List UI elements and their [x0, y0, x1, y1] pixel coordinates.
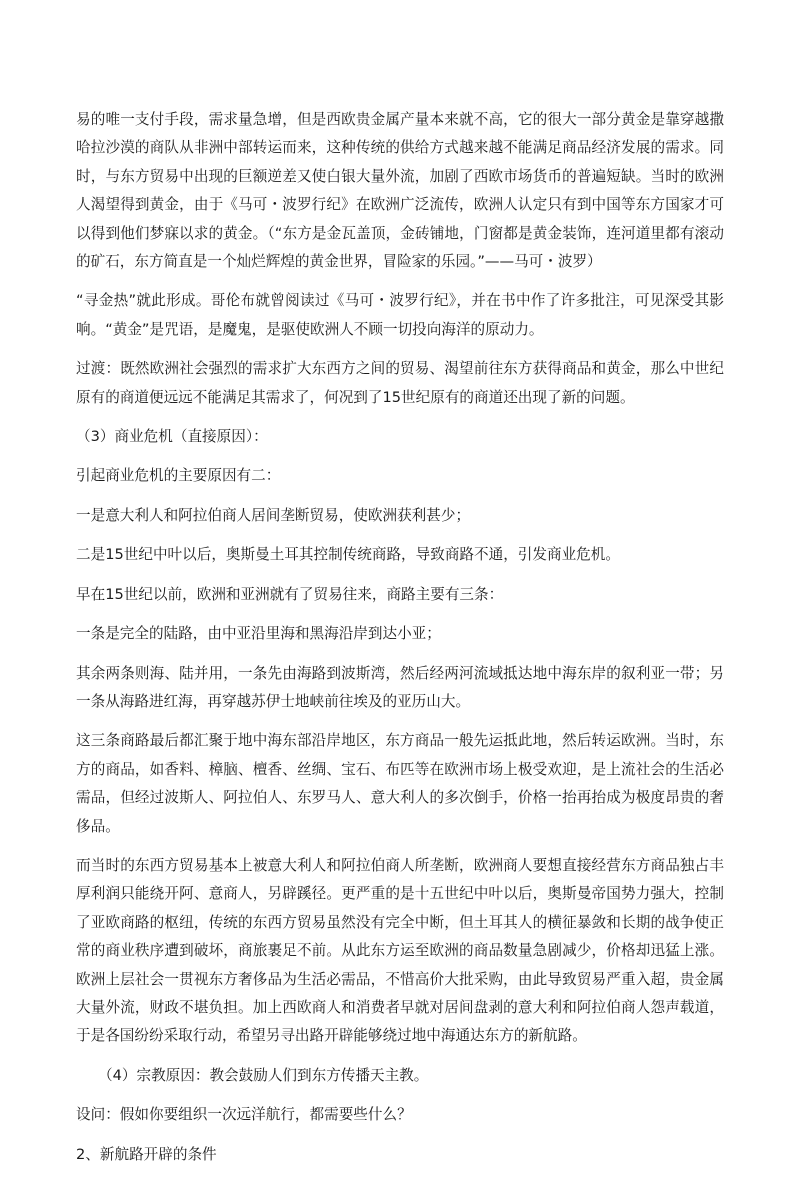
paragraph-trade-routes-intro: 早在15世纪以前，欧洲和亚洲就有了贸易往来，商路主要有三条：: [76, 585, 504, 603]
paragraph-cause-one: 一是意大利人和阿拉伯商人居间垄断贸易，使欧洲获利甚少；: [76, 506, 471, 524]
paragraph-land-route: 一条是完全的陆路，由中亚沿里海和黑海沿岸到达小亚；: [76, 625, 441, 643]
paragraph-gold-demand: 易的唯一支付手段，需求量急增，但是西欧贵金属产量本来就不高，它的很大一部分黄金是靠穿越撒哈拉沙漠的商队从非洲中部转运而来，这种传统的供给方式越来越不能满足商品经济发展的需求。同时，与东方贸易中出现的巨额逆差又使白银大量外流，加剧了西欧市场货币的普遍短缺。当时的欧洲人渴望得到黄金，由于《马可・波罗行纪》在欧洲广泛流传，欧洲人认定只有到中国等东方国家才可以得到他们梦寐以求的黄金。（“东方是金瓦盖顶，金砖铺地，门窗都是黄金装饰，连河道里都有滚动的矿石，东方简直是一个灿烂辉煌的黄金世界，冒险家的乐园。”——马可・波罗）: [76, 111, 724, 271]
section-heading-commercial-crisis: （3）商业危机（直接原因）：: [76, 428, 268, 446]
paragraph-question: 设问：假如你要组织一次远洋航行，都需要些什么？: [76, 1106, 412, 1124]
section-heading-religious-cause: （4）宗教原因：教会鼓励人们到东方传播天主教。: [98, 1066, 429, 1084]
paragraph-trade-monopoly: 而当时的东西方贸易基本上被意大利人和阿拉伯商人所垄断，欧洲商人要想直接经营东方商品独占丰厚利润只能绕开阿、意商人，另辟蹊径。更严重的是十五世纪中叶以后，奥斯曼帝国势力强大，控制了亚欧商路的枢纽，传统的东西方贸易虽然没有完全中断，但土耳其人的横征暴敛和长期的战争使正常的商业秩序遭到破坏，商旅裹足不前。从此东方运至欧洲的商品数量急剧减少，价格却迅猛上涨。欧洲上层社会一贯视东方奢侈品为生活必需品，不惜高价大批采购，由此导致贸易严重入超，贵金属大量外流，财政不堪负担。加上西欧商人和消费者早就对居间盘剥的意大利和阿拉伯商人怨声载道，于是各国纷纷采取行动，希望另寻出路开辟能够绕过地中海通达东方的新航路。: [76, 856, 724, 1045]
paragraph-cause-two: 二是15世纪中叶以后，奥斯曼土耳其控制传统商路，导致商路不通，引发商业危机。: [76, 546, 620, 564]
paragraph-sea-land-routes: 其余两条则海、陆并用，一条先由海路到波斯湾，然后经两河流域抵达地中海东岸的叙利亚一带；另一条从海路进红海，再穿越苏伊士地峡前往埃及的亚历山大。: [76, 664, 724, 710]
paragraph-transition: 过渡：既然欧洲社会强烈的需求扩大东西方之间的贸易、渴望前往东方获得商品和黄金，那么中世纪原有的商道便远远不能满足其需求了，何况到了15世纪原有的商道还出现了新的问题。: [76, 360, 724, 406]
section-heading-conditions: 2、新航路开辟的条件: [76, 1145, 217, 1163]
paragraph-routes-converge: 这三条商路最后都汇聚于地中海东部沿岸地区，东方商品一般先运抵此地，然后转运欧洲。当时，东方的商品，如香料、樟脑、檀香、丝绸、宝石、布匹等在欧洲市场上极受欢迎，是上流社会的生活必需品，但经过波斯人、阿拉伯人、东罗马人、意大利人的多次倒手，价格一抬再抬成为极度昂贵的奢侈品。: [76, 732, 724, 835]
paragraph-crisis-causes-intro: 引起商业危机的主要原因有二：: [76, 467, 281, 485]
document-body: [76, 106, 724, 1180]
paragraph-gold-rush: “寻金热”就此形成。哥伦布就曾阅读过《马可・波罗行纪》，并在书中作了许多批注，可见深受其影响。“黄金”是咒语，是魔鬼，是驱使欧洲人不顾一切投向海洋的原动力。: [76, 292, 724, 338]
